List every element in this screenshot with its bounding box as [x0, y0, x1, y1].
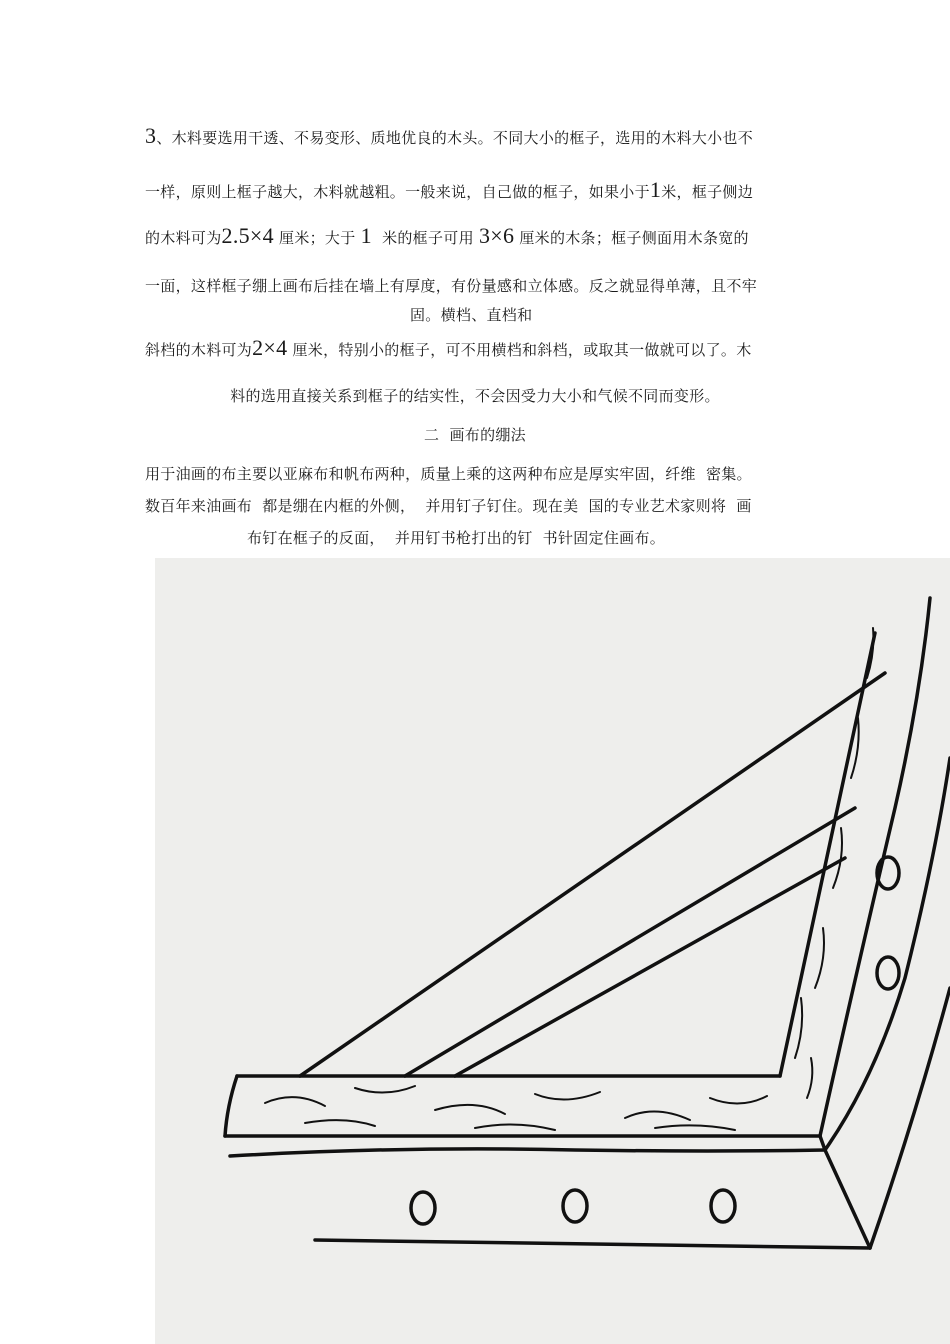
text: 一面，这样框子绷上画布后挂在墙上有厚度，有份量感和立体感。反之就显得单薄，且不牢 — [145, 277, 758, 295]
text: 厘米；大于 — [279, 229, 356, 247]
text: 的木料可为 — [145, 229, 222, 247]
bottom-rail-bottom-edge — [315, 1240, 870, 1248]
number-1: 1 — [649, 177, 662, 202]
bottom-rail-left-end — [225, 1076, 237, 1136]
text: 布钉在框子的反面， 并用钉书枪打出的钉 书针固定住画布。 — [247, 529, 666, 547]
brace-outer — [300, 673, 885, 1076]
text: 米，框子侧边 — [661, 183, 754, 201]
stile-outer-edge — [825, 758, 950, 1150]
corner-edge — [820, 1136, 870, 1248]
para2-line1 — [145, 464, 752, 484]
number-1: 1 — [360, 223, 372, 248]
nail-hole — [711, 1190, 735, 1222]
text: 固。横档、直档和 — [410, 306, 533, 324]
para2-line2 — [145, 496, 752, 516]
text: 、木料要选用干透、不易变形、质地优良的木头。不同大小的框子，选用的木料大小也不 — [156, 129, 754, 147]
text: 厘米，特别小的框子，可不用横档和斜档，或取其一做就可以了。木 — [292, 341, 752, 359]
stile-left-edge — [780, 633, 875, 1076]
para1-line1 — [145, 123, 754, 148]
para1-line2 — [145, 177, 754, 202]
para1-line6 — [145, 335, 752, 360]
text: 厘米的木条；框子侧面用木条宽的 — [519, 229, 749, 247]
text: 一样，原则上框子越大，木料就越粗。一般来说，自己做的框子，如果小于 — [145, 183, 650, 201]
dimension: 2×4 — [252, 335, 288, 360]
frame-corner-illustration — [155, 558, 950, 1344]
dimension: 3×6 — [478, 223, 515, 248]
text: 用于油画的布主要以亚麻布和帆布两种，质量上乘的这两种布应是厚实牢固，纤维 密集。 — [145, 465, 752, 483]
text: 料的选用直接关系到框子的结实性，不会因受力大小和气候不同而变形。 — [230, 387, 720, 405]
para1-line5 — [410, 305, 532, 325]
number-3: 3 — [145, 123, 157, 148]
text: 米的框子可用 — [382, 229, 474, 247]
nail-hole — [411, 1192, 435, 1224]
stile-far-edge — [870, 988, 950, 1248]
nail-hole — [563, 1190, 587, 1222]
para1-line3 — [145, 223, 749, 248]
para1-line4 — [145, 276, 757, 296]
dimension: 2.5×4 — [221, 223, 274, 248]
text: 斜档的木料可为 — [145, 341, 253, 359]
section-heading — [0, 425, 950, 445]
text: 数百年来油画布 都是绷在内框的外侧， 并用钉子钉住。现在美 国的专业艺术家则将 画 — [145, 497, 752, 515]
heading-text: 二 画布的绷法 — [424, 426, 526, 444]
para2-line3 — [247, 528, 665, 548]
para1-line7 — [0, 386, 950, 406]
bottom-rail-front-edge — [230, 1149, 825, 1156]
frame-drawing — [155, 558, 950, 1344]
nail-hole — [877, 957, 899, 989]
